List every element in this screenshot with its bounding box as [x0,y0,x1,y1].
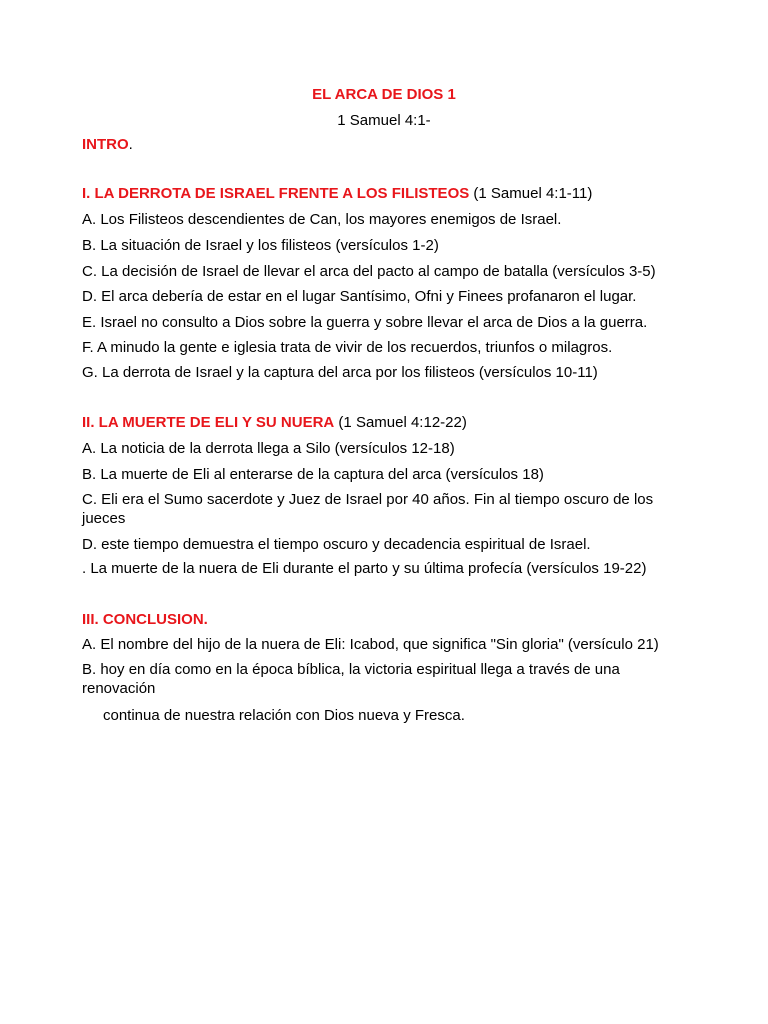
scripture-reference: 1 Samuel 4:1- [337,112,431,129]
section1-ref: (1 Samuel 4:1-11) [469,185,593,202]
section1-item-d: D. El arca debería de estar en el lugar Santísimo, Ofni y Finees profanaron el lugar. [82,288,637,305]
section2-item-e: . La muerte de la nuera de Eli durante el parto y su última profecía (versículos 19-22) [82,560,647,577]
section1-item-e: E. Israel no consulto a Dios sobre la guerra y sobre llevar el arca de Dios a la guerra. [82,314,648,331]
section1-heading-line [82,184,682,203]
section3-heading: III. CONCLUSION. [82,611,208,628]
intro-label: INTRO [82,136,129,153]
section1-heading: I. LA DERROTA DE ISRAEL FRENTE A LOS FILISTEOS [82,185,470,202]
intro-heading [82,135,682,154]
section3-item-a: A. El nombre del hijo de la nuera de Eli: Icabod, que significa "Sin gloria" (versículo 21) [82,636,659,653]
section1-item-f: F. A minudo la gente e iglesia trata de vivir de los recuerdos, triunfos o milagros. [82,339,613,356]
section2-item-c: C. Eli era el Sumo sacerdote y Juez de Israel por 40 años. Fin al tiempo oscuro de los jueces [82,491,654,527]
section1-item-b: B. La situación de Israel y los filisteos (versículos 1-2) [82,237,439,254]
section1-item-g: G. La derrota de Israel y la captura del arca por los filisteos (versículos 10-11) [82,364,598,381]
section2-ref: (1 Samuel 4:12-22) [334,414,467,431]
section3-item-b: B. hoy en día como en la época bíblica, la victoria espiritual llega a través de una renovación [82,661,620,697]
section2-heading: II. LA MUERTE DE ELI Y SU NUERA [82,414,335,431]
section2-item-d: D. este tiempo demuestra el tiempo oscuro y decadencia espiritual de Israel. [82,536,591,553]
section2-item-b: B. La muerte de Eli al enterarse de la captura del arca (versículos 18) [82,466,544,483]
section1-item-a: A. Los Filisteos descendientes de Can, los mayores enemigos de Israel. [82,211,562,228]
section2-item-a: A. La noticia de la derrota llega a Silo (versículos 12-18) [82,440,455,457]
intro-punct: . [128,136,133,153]
section2-heading-line [82,413,682,432]
document-title: EL ARCA DE DIOS 1 [312,86,456,103]
section1-item-c: C. La decisión de Israel de llevar el arca del pacto al campo de batalla (versículos 3-5) [82,263,656,280]
section3-item-b-continued: continua de nuestra relación con Dios nueva y Fresca. [103,707,465,724]
